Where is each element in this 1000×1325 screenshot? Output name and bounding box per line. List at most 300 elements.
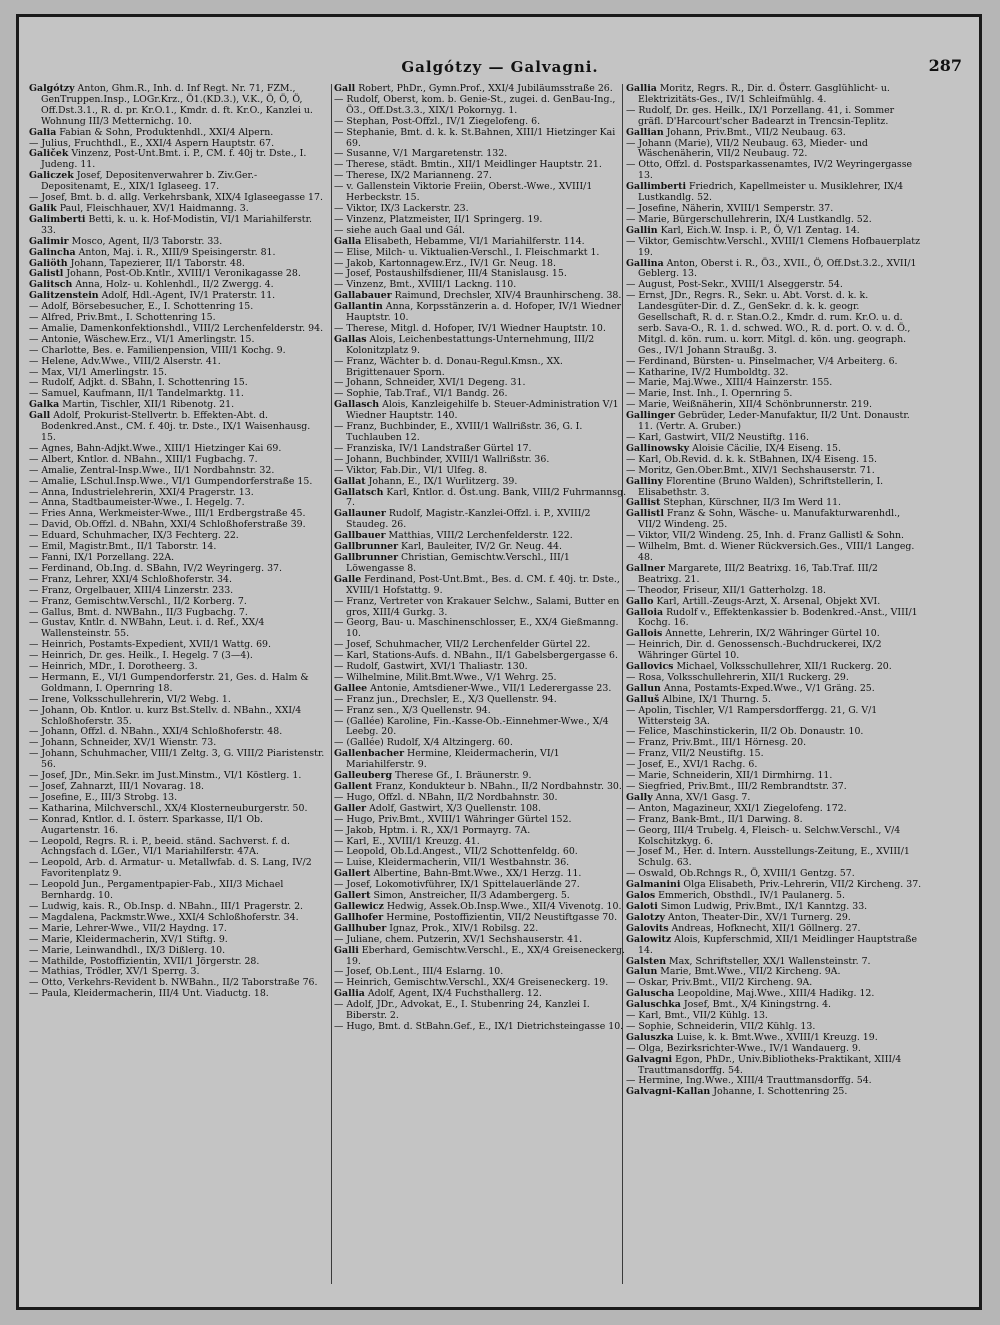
directory-entry xyxy=(626,291,922,356)
entry-surname: Gallist xyxy=(626,497,661,509)
entry-surname: Galluš xyxy=(626,693,660,705)
entry-surname: Gallina xyxy=(626,257,664,269)
entry-text: — Hermine, Ing.Wwe., XIII/4 Trauttmansdorffg. 54. xyxy=(626,1075,872,1087)
entry-text: Rudolf, Magistr.-Kanzlei-Offzl. i. P., XVIII/2 Staudeg. 26. xyxy=(346,508,591,531)
entry-surname: Gallhofer xyxy=(334,911,384,923)
entry-text: Michael, Volksschullehrer, XII/1 Ruckerg. 20. xyxy=(676,661,892,673)
entry-text: — Siegfried, Priv.Bmt., III/2 Rembrandtstr. 37. xyxy=(626,781,847,792)
entry-text: — Anna, Stadtbaumeister-Wwe., I. Hegelg. 7. xyxy=(29,497,245,509)
entry-surname: Gall xyxy=(334,83,356,94)
entry-surname: Gallbrunner xyxy=(334,551,399,563)
entry-text: — Sophie, Tab.Traf., VI/1 Bandg. 26. xyxy=(334,388,508,400)
page-number: 287 xyxy=(928,56,962,75)
entry-text: Simon Ludwig, Priv.Bmt., IX/1 Kanntzg. 33. xyxy=(660,900,868,912)
entry-text: Anna, Postamts-Exped.Wwe., V/1 Gräng. 25. xyxy=(663,682,875,694)
directory-entry xyxy=(626,106,922,128)
entry-text: — Leopold, Arb. d. Armatur- u. Metallwfab. d. S. Lang, IV/2 Favoritenplatz 9. xyxy=(29,857,312,880)
entry-text: — Otto, Verkehrs-Revident b. NWBahn., II/2 Taborstraße 76. xyxy=(29,977,318,989)
entry-text: — Franz, Orgelbauer, XIII/4 Linzerstr. 233. xyxy=(29,584,234,596)
entry-text: — Hugo, Priv.Bmt., XVIII/1 Währinger Gürtel 152. xyxy=(334,813,572,825)
directory-entry xyxy=(626,542,922,564)
entry-text: — Josefine, Näherin, XVIII/1 Semperstr. 37. xyxy=(626,202,834,214)
entry-text: — Fanni, IX/1 Porzellang. 22A. xyxy=(29,551,175,563)
entry-text: — Adolf, JDr., Advokat, E., I. Stubenring 24, Kanzlei I. Biberstr. 2. xyxy=(334,999,590,1022)
entry-surname: Gallin xyxy=(626,224,658,236)
entry-surname: Galun xyxy=(626,966,658,978)
entry-text: — Franz, Vertreter von Krakauer Selchw., Salami, Butter en gros, XIII/4 Gurkg. 3. xyxy=(334,595,620,618)
directory-entry xyxy=(626,1087,922,1098)
entry-text: — Viktor, VII/2 Windeng. 25, Inh. d. Franz Gallistl & Sohn. xyxy=(626,530,904,542)
directory-entry xyxy=(29,706,325,728)
entry-text: — Sophie, Schneiderin, VII/2 Kühlg. 13. xyxy=(626,1020,816,1032)
entry-surname: Gallia xyxy=(626,83,657,94)
entry-text: — Josef, Postaushilfsdiener, III/4 Stanislausg. 15. xyxy=(334,268,567,280)
entry-text: Johann, E., IX/1 Wurlitzerg. 39. xyxy=(368,475,518,487)
entry-surname: Gallbauer xyxy=(334,530,386,542)
entry-text: — Josef, Ob.Lent., III/4 Eslarng. 10. xyxy=(334,966,504,978)
entry-text: Karl, Artill.-Zeugs-Arzt, X. Arsenal, Objekt XVI. xyxy=(656,595,881,607)
entry-text: Luise, k. k. Bmt.Wwe., XVIII/1 Kreuzg. 19. xyxy=(676,1031,878,1043)
entry-text: Johann, Priv.Bmt., VII/2 Neubaug. 63. xyxy=(666,126,846,138)
directory-entry xyxy=(334,335,630,357)
entry-surname: Galgótzy xyxy=(29,83,75,94)
entry-text: — Marie, Lehrer-Wwe., VII/2 Haydng. 17. xyxy=(29,922,227,934)
entry-text: — Georg, Bau- u. Maschinenschlosser, E., XX/4 Gießmanng. 10. xyxy=(334,617,619,640)
directory-entry xyxy=(334,946,630,968)
directory-entry xyxy=(334,357,630,379)
entry-surname: Gallinger xyxy=(626,410,676,422)
directory-entry xyxy=(626,160,922,182)
entry-text: Adolf, Prokurist-Stellvertr. b. Effekten-Abt. d. Bodenkred.Anst., CM. f. 40j. tr. Dste., IX/1 Waisenhausg. 15. xyxy=(41,410,311,443)
entry-text: Karl, Bauleiter, IV/2 Gr. Neug. 44. xyxy=(401,541,563,553)
entry-surname: Galia xyxy=(29,126,57,138)
entry-surname: Gallistl xyxy=(626,508,664,520)
entry-surname: Gally xyxy=(626,791,653,803)
entry-text: Emmerich, Obsthdl., IV/1 Paulanerg. 5. xyxy=(658,890,845,902)
entry-surname: Galitsch xyxy=(29,279,73,291)
entry-surname: Gallimberti xyxy=(626,181,687,193)
entry-surname: Galla xyxy=(334,235,362,247)
directory-entry xyxy=(626,706,922,728)
entry-text: — Josef, Schuhmacher, VII/2 Lerchenfelder Gürtel 22. xyxy=(334,639,591,651)
entry-text: — Ferdinand, Ob.Ing. d. SBahn, IV/2 Weyringerg. 37. xyxy=(29,562,282,574)
directory-entry xyxy=(334,488,630,510)
entry-text: Gebrüder, Leder-Manufaktur, II/2 Unt. Donaustr. 11. (Vertr. A. Gruber.) xyxy=(638,410,910,433)
entry-text: — Wilhelmine, Milit.Bmt.Wwe., V/1 Wehrg. 25. xyxy=(334,671,557,683)
entry-text: — Rosa, Volksschullehrerin, XII/1 Ruckerg. 29. xyxy=(626,671,849,683)
directory-entry xyxy=(626,608,922,630)
entry-text: — Helene, Adv.Wwe., VIII/2 Alserstr. 41. xyxy=(29,355,221,367)
directory-entry xyxy=(29,84,325,128)
entry-surname: Galsten xyxy=(626,955,667,967)
directory-entry xyxy=(334,597,630,619)
entry-text: Josef, Bmt., X/4 Kiningstrng. 4. xyxy=(683,999,832,1011)
entry-text: Betti, k. u. k. Hof-Modistin, VI/1 Mariahilferstr. 33. xyxy=(41,213,312,236)
directory-entry xyxy=(334,509,630,531)
directory-entry xyxy=(334,422,630,444)
entry-text: — Marie, Weißnäherin, XII/4 Schönbrunnerstr. 219. xyxy=(626,399,872,411)
entry-text: — Viktor, IX/3 Lackerstr. 23. xyxy=(334,202,469,214)
entry-text: — Moritz, Gen.Ober.Bmt., XIV/1 Sechshauserstr. 71. xyxy=(626,464,875,476)
entry-text: Leopoldine, Maj.Wwe., XIII/4 Hadikg. 12. xyxy=(677,988,875,1000)
entry-text: — Johann, Buchbinder, XVIII/1 Wallrißstr. 36. xyxy=(334,453,550,465)
entry-text: Franz, Kondukteur b. NBahn., II/2 Nordbahnstr. 30. xyxy=(375,781,622,792)
entry-text: Anton, Maj. i. R., XIII/9 Speisingerstr. 81. xyxy=(78,246,276,258)
entry-text: Rudolf v., Effektenkassier b. Bodenkred.-Anst., VIII/1 Kochg. 16. xyxy=(638,606,918,629)
entry-text: — Max, VI/1 Amerlingstr. 15. xyxy=(29,366,167,378)
directory-column-1 xyxy=(29,84,325,1000)
entry-text: — Karl, Stations-Aufs. d. NBahn., II/1 Gabelsbergergasse 6. xyxy=(334,650,618,662)
entry-text: — Eduard, Schuhmacher, IX/3 Fechterg. 22. xyxy=(29,530,239,542)
entry-text: — Oswald, Ob.Rchngs R., Ö, XVIII/1 Gentzg. 57. xyxy=(626,868,855,880)
entry-text: — Apolin, Tischler, V/1 Rampersdorffergg. 21, G. V/1 Wittersteig 3A. xyxy=(626,704,878,727)
entry-surname: Gallantin xyxy=(334,301,383,313)
entry-text: — Gustav, Kntlr. d. NWBahn, Leut. i. d. Ref., XX/4 Wallensteinstr. 55. xyxy=(29,617,265,640)
entry-surname: Gallee xyxy=(334,682,368,694)
entry-text: Hedwig, Assek.Ob.Insp.Wwe., XII/4 Vivenotg. 10. xyxy=(386,900,622,912)
entry-text: — (Gallée) Karoline, Fin.-Kasse-Ob.-Einnehmer-Wwe., X/4 Leebg. 20. xyxy=(334,715,609,738)
entry-text: Anton, Ghm.R., Inh. d. Inf Regt. Nr. 71, FZM., GenTruppen.Insp., LOGr.Krz., Ö1.(KD.3.), V.K., Ö, Ö, Ö, Off.Dst.3.1., R. d. pr. Kr.O.1., Kmdr. d. ft. Kr.O., Kanzlei u. Wohnung III/3 Metternichg. 10. xyxy=(41,83,313,127)
entry-text: — Heinrich, Dir. d. Genossensch.-Buchdruckerei, IX/2 Währinger Gürtel 10. xyxy=(626,639,882,662)
column-divider xyxy=(331,84,332,1284)
entry-text: — v. Gallenstein Viktorie Freiin, Oberst.-Wwe., XVIII/1 Herbeckstr. 15. xyxy=(334,181,593,204)
entry-surname: Gallert xyxy=(334,868,371,880)
entry-surname: Gallasch xyxy=(334,399,380,411)
entry-text: — Josefine, E., III/3 Strobg. 13. xyxy=(29,791,178,803)
entry-text: — Katharina, Milchverschl., XX/4 Klosterneuburgerstr. 50. xyxy=(29,802,308,814)
entry-text: Anna, XV/1 Gasg. 7. xyxy=(655,791,751,803)
entry-surname: Gallian xyxy=(626,126,664,138)
directory-entry xyxy=(334,128,630,150)
entry-text: — Therese, Mitgl. d. Hofoper, IV/1 Wiedner Hauptstr. 10. xyxy=(334,322,606,334)
entry-text: — Franz sen., X/3 Quellenstr. 94. xyxy=(334,704,491,716)
entry-text: — Rudolf, Oberst, kom. b. Genie-St., zugei. d. GenBau-Ing., Ö3., Off.Dst.3.3., XIX/1 Pokornyg. 1. xyxy=(334,93,616,116)
entry-text: — Susanne, V/1 Margaretenstr. 132. xyxy=(334,148,508,160)
entry-surname: Galotzy xyxy=(626,911,665,923)
entry-text: — Leopold Jun., Pergamentpapier-Fab., XII/3 Michael Bernhardg. 10. xyxy=(29,879,284,902)
entry-text: — Josef M., Her. d. Intern. Ausstellungs-Zeitung, E., XVIII/1 Schulg. 63. xyxy=(626,846,910,869)
entry-text: — Franz, VII/2 Neustiftg. 15. xyxy=(626,748,764,760)
entry-text: Anton, Theater-Dir., XV/1 Turnerg. 29. xyxy=(667,911,851,923)
directory-entry xyxy=(29,858,325,880)
entry-text: Alois, Kupferschmid, XII/1 Meidlinger Hauptstraße 14. xyxy=(638,933,918,956)
directory-entry xyxy=(334,749,630,771)
entry-surname: Gallovics xyxy=(626,661,674,673)
entry-surname: Gallois xyxy=(626,628,663,640)
entry-surname: Galiczek xyxy=(29,170,74,182)
entry-text: — Katharine, IV/2 Humboldtg. 32. xyxy=(626,366,789,378)
entry-surname: Galloia xyxy=(626,606,664,618)
entry-surname: Gallner xyxy=(626,562,665,574)
entry-text: — Otto, Offzl. d. Postsparkassenamtes, IV/2 Weyringergasse 13. xyxy=(626,159,913,182)
directory-entry xyxy=(626,182,922,204)
entry-text: Annette, Lehrerin, IX/2 Währinger Gürtel 10. xyxy=(665,628,880,640)
entry-text: Anna, Korpsstänzerin a. d. Hofoper, IV/1 Wiedner Hauptstr. 10. xyxy=(346,301,622,324)
entry-surname: Gallabauer xyxy=(334,290,392,302)
entry-text: Ignaz, Prok., XIV/1 Robilsg. 22. xyxy=(389,922,539,934)
entry-text: — Vinzenz, Bmt., XVIII/1 Lackng. 110. xyxy=(334,279,517,291)
entry-text: Max, Schriftsteller, XX/1 Wallensteinstr. 7. xyxy=(669,955,871,967)
directory-entry xyxy=(334,618,630,640)
entry-text: — Alfred, Priv.Bmt., I. Schottenring 15. xyxy=(29,312,216,324)
directory-entry xyxy=(626,259,922,281)
entry-text: Anna, Holz- u. Kohlenhdl., II/2 Zwergg. 4. xyxy=(75,279,274,291)
running-header: Galgótzy — Galvagni. xyxy=(401,58,599,76)
entry-text: Alois, Leichenbestattungs-Unternehmung, III/2 Kolonitzplatz 9. xyxy=(346,333,595,356)
entry-text: Adolf, Gastwirt, X/3 Quellenstr. 108. xyxy=(369,802,541,814)
entry-text: — Georg, III/4 Trubelg. 4, Fleisch- u. Selchw.Verschl., V/4 Kolschitzkyg. 6. xyxy=(626,824,901,847)
directory-entry xyxy=(29,837,325,859)
entry-text: — Jakob, Hptm. i. R., XX/1 Pormayrg. 7A. xyxy=(334,824,531,836)
directory-entry xyxy=(626,564,922,586)
entry-text: — David, Ob.Offzl. d. NBahn, XXI/4 Schloßhoferstraße 39. xyxy=(29,519,306,531)
entry-surname: Galmanini xyxy=(626,879,681,891)
entry-text: — Josef, Lokomotivführer, IX/1 Spittelauerlände 27. xyxy=(334,879,580,891)
entry-surname: Galoti xyxy=(626,900,658,912)
entry-text: — Josef, Bmt. b. d. allg. Verkehrsbank, XIX/4 Iglaseegasse 17. xyxy=(29,192,323,204)
entry-text: — Hugo, Offzl. d. NBahn, II/2 Nordbahnstr. 30. xyxy=(334,791,558,803)
entry-surname: Gallent xyxy=(334,781,373,792)
entry-text: — siehe auch Gaal und Gál. xyxy=(334,224,465,236)
entry-text: — Elise, Milch- u. Viktualien-Verschl., I. Fleischmarkt 1. xyxy=(334,246,600,258)
entry-text: Adolf, Agent, IX/4 Fuchsthallerg. 12. xyxy=(367,988,542,1000)
entry-text: Moritz, Regrs. R., Dir. d. Österr. Gasglühlicht- u. Elektrizitäts-Ges., IV/1 Schleifmühlg. 4. xyxy=(638,83,890,105)
directory-entry xyxy=(334,95,630,117)
entry-surname: Galimberti xyxy=(29,213,86,225)
entry-surname: Gallhuber xyxy=(334,922,387,934)
entry-text: Margarete, III/2 Beatrixg. 16, Tab.Traf. III/2 Beatrixg. 21. xyxy=(638,562,878,585)
entry-surname: Galler xyxy=(334,802,367,814)
entry-surname: Galuschka xyxy=(626,999,681,1011)
entry-text: — Johann (Marie), VII/2 Neubaug. 63, Mieder- und Wäschenäherin, VII/2 Neubaug. 72. xyxy=(626,137,868,160)
directory-entry xyxy=(29,815,325,837)
directory-entry xyxy=(334,575,630,597)
entry-text: Simon, Anstreicher, II/3 Adambergerg. 5. xyxy=(373,890,570,902)
entry-text: — Mathias, Trödler, XV/1 Sperrg. 3. xyxy=(29,966,200,978)
entry-text: Elisabeth, Hebamme, VI/1 Mariahilferstr. 114. xyxy=(364,235,585,247)
directory-entry xyxy=(626,411,922,433)
directory-entry xyxy=(334,717,630,739)
entry-text: Johanne, I. Schottenring 25. xyxy=(713,1086,848,1098)
entry-surname: Galik xyxy=(29,202,57,214)
entry-text: — Rudolf, Dr. ges. Heilk., IX/1 Porzellang. 41, i. Sommer gräfl. D'Harcourt'scher Badearzt in Trencsin-Teplitz. xyxy=(626,104,895,127)
entry-text: Egon, PhDr., Univ.Bibliotheks-Praktikant, XIII/4 Trauttmansdorffg. 54. xyxy=(638,1053,902,1076)
entry-text: — Marie, Schneiderin, XII/1 Dirmhirng. 11. xyxy=(626,770,833,782)
entry-text: — Franz, Gemischtw.Verschl., II/2 Korberg. 7. xyxy=(29,595,247,607)
entry-text: Vinzenz, Post-Unt.Bmt. i. P., CM. f. 40j tr. Dste., I. Judeng. 11. xyxy=(41,148,307,171)
entry-text: Eberhard, Gemischtw.Verschl., E., XX/4 Greiseneckerg. 19. xyxy=(346,944,625,967)
entry-text: Marie, Bmt.Wwe., VII/2 Kircheng. 9A. xyxy=(660,966,841,978)
directory-entry xyxy=(626,847,922,869)
entry-text: — Franziska, IV/1 Landstraßer Gürtel 17. xyxy=(334,442,532,454)
entry-text: Stephan, Kürschner, II/3 Im Werd 11. xyxy=(663,497,842,509)
entry-surname: Gallat xyxy=(334,475,366,487)
entry-text: Therese Gf., I. Bräunerstr. 9. xyxy=(394,770,532,782)
entry-surname: Galowitz xyxy=(626,933,672,945)
entry-surname: Gallert xyxy=(334,890,371,902)
directory-entry xyxy=(626,1055,922,1077)
entry-text: — Julius, Fruchthdl., E., XXI/4 Aspern Hauptstr. 67. xyxy=(29,137,275,149)
directory-entry xyxy=(334,1022,630,1033)
entry-text: — Johann, Ob. Kntlor. u. kurz Bst.Stellv. d. NBahn., XXI/4 Schloßhoferstr. 35. xyxy=(29,704,302,727)
entry-surname: Gallewicz xyxy=(334,900,384,912)
entry-text: — Olga, Bezirksrichter-Wwe., IV/1 Wandauerg. 9. xyxy=(626,1042,861,1054)
entry-surname: Galimir xyxy=(29,235,69,247)
entry-text: — Johann, Schuhmacher, VIII/1 Zeltg. 3, G. VIII/2 Piaristenstr. 56. xyxy=(29,748,325,771)
entry-text: — Juliane, chem. Putzerin, XV/1 Sechshauserstr. 41. xyxy=(334,933,583,945)
entry-text: — Mathilde, Postoffizientin, XVII/1 Jörgerstr. 28. xyxy=(29,955,260,967)
entry-text: Raimund, Drechsler, XIV/4 Braunhirscheng. 38. xyxy=(394,290,622,302)
entry-surname: Gallinowsky xyxy=(626,442,690,454)
entry-text: — Amalie, LSchul.Insp.Wwe., VI/1 Gumpendorferstraße 15. xyxy=(29,475,313,487)
entry-text: — Rudolf, Gastwirt, XVI/1 Thaliastr. 130. xyxy=(334,661,528,673)
entry-text: Josef, Depositenverwahrer b. Ziv.Ger.-Depositenamt, E., XIX/1 Iglaseeg. 17. xyxy=(41,170,258,193)
entry-text: — Amalie, Damenkonfektionshdl., VIII/2 Lerchenfelderstr. 94. xyxy=(29,322,324,334)
entry-surname: Galvagni-Kallan xyxy=(626,1086,711,1098)
entry-text: — Irene, Volksschullehrerin, VI/2 Webg. 1. xyxy=(29,693,231,705)
entry-text: — Josef, JDr., Min.Sekr. im Just.Minstm., VI/1 Köstlerg. 1. xyxy=(29,770,302,782)
directory-entry xyxy=(626,237,922,259)
entry-text: Karl, Eich.W. Insp. i. P., Ö, V/1 Zentag. 14. xyxy=(660,224,860,236)
directory-entry xyxy=(29,880,325,902)
entry-text: — Franz, Priv.Bmt., III/1 Hörnesg. 20. xyxy=(626,737,807,749)
directory-entry xyxy=(29,673,325,695)
directory-entry xyxy=(334,1000,630,1022)
entry-text: — Anton, Magazineur, XXI/1 Ziegelofeng. 172. xyxy=(626,802,847,814)
entry-text: Albine, IX/1 Thurng. 5. xyxy=(662,693,771,705)
directory-entry xyxy=(29,149,325,171)
entry-surname: Galitzenstein xyxy=(29,290,99,302)
entry-surname: Galos xyxy=(626,890,656,902)
entry-text: Friedrich, Kapellmeister u. Musiklehrer, IX/4 Lustkandlg. 52. xyxy=(638,181,904,204)
entry-text: — Jakob, Kartonnagew.Erz., IV/1 Gr. Neug. 18. xyxy=(334,257,556,269)
entry-text: — August, Post-Sekr., XVIII/1 Alseggerstr. 54. xyxy=(626,279,843,291)
directory-entry xyxy=(29,171,325,193)
entry-text: — Heinrich, Postamts-Expedient, XVII/1 Wattg. 69. xyxy=(29,639,271,651)
entry-text: — Marie, Maj.Wwe., XIII/4 Hainzerstr. 155. xyxy=(626,377,833,389)
entry-text: — Leopold, Ob.Ld.Angest., VII/2 Schottenfeldg. 60. xyxy=(334,846,578,858)
directory-entry xyxy=(626,826,922,848)
directory-entry xyxy=(626,84,922,106)
entry-text: — Franz, Wächter b. d. Donau-Regul.Kmsn., XX. Brigittenauer Sporn. xyxy=(334,355,563,378)
entry-surname: Galovits xyxy=(626,922,669,934)
entry-text: — Samuel, Kaufmann, II/1 Tandelmarktg. 11. xyxy=(29,388,244,400)
directory-column-3 xyxy=(626,84,922,1098)
entry-surname: Gallia xyxy=(334,988,365,1000)
entry-text: — Emil, Magistr.Bmt., II/1 Taborstr. 14. xyxy=(29,541,217,553)
entry-surname: Gallauner xyxy=(334,508,386,520)
entry-text: Florentine (Bruno Walden), Schriftstellerin, I. Elisabethstr. 3. xyxy=(638,475,884,498)
entry-text: — Josef, Zahnarzt, III/1 Novarag. 18. xyxy=(29,781,205,792)
entry-text: Aloisie Cäcilie, IX/4 Eiseng. 15. xyxy=(692,442,841,454)
entry-text: — Therese, IX/2 Marianneng. 27. xyxy=(334,170,492,182)
entry-text: — Franz, Lehrer, XXI/4 Schloßhoferstr. 34. xyxy=(29,573,232,585)
entry-text: Johann, Post-Ob.Kntlr., XVIII/1 Veronikagasse 28. xyxy=(66,268,301,280)
entry-text: — Luise, Kleidermacherin, VII/1 Westbahnstr. 36. xyxy=(334,857,570,869)
entry-text: — Therese, städt. Bmtin., XII/1 Meidlinger Hauptstr. 21. xyxy=(334,159,602,171)
directory-entry xyxy=(626,477,922,499)
entry-surname: Galliny xyxy=(626,475,664,487)
entry-text: — Adolf, Börsebesucher, E., I. Schottenring 15. xyxy=(29,301,254,313)
entry-text: Franz & Sohn, Wäsche- u. Manufakturwarenhdl., VII/2 Windeng. 25. xyxy=(638,508,901,531)
entry-text: — Johann, Schneider, XV/1 Wienstr. 73. xyxy=(29,737,217,749)
directory-entry xyxy=(626,935,922,957)
entry-text: — Josef, E., XVI/1 Rachg. 6. xyxy=(626,759,758,771)
entry-text: — Ludwig, kais. R., Ob.Insp. d. NBahn., III/1 Pragerstr. 2. xyxy=(29,900,304,912)
entry-text: — Amalie, Zentral-Insp.Wwe., II/1 Nordbahnstr. 32. xyxy=(29,464,275,476)
entry-text: — Wilhelm, Bmt. d. Wiener Rückversich.Ges., VIII/1 Langeg. 48. xyxy=(626,541,915,563)
entry-surname: Galiöth xyxy=(29,257,68,269)
entry-surname: Galistl xyxy=(29,268,64,280)
directory-entry xyxy=(334,400,630,422)
entry-surname: Galuscha xyxy=(626,988,675,1000)
entry-surname: Galuszka xyxy=(626,1031,674,1043)
entry-text: — Heinrich, Dr. ges. Heilk., I. Hegelg. 7 (3—4). xyxy=(29,650,253,662)
entry-text: Mosco, Agent, II/3 Taborstr. 33. xyxy=(71,235,223,247)
entry-text: — Karl, E., XVIII/1 Kreuzg. 41. xyxy=(334,835,480,847)
entry-text: Hermine, Kleidermacherin, VI/1 Mariahilferstr. 9. xyxy=(346,748,560,771)
entry-text: — Fries Anna, Werkmeister-Wwe., III/1 Erdbergstraße 45. xyxy=(29,508,306,520)
entry-surname: Galka xyxy=(29,399,60,411)
directory-entry xyxy=(626,139,922,161)
entry-text: — Hermann, E., VI/1 Gumpendorferstr. 21, Ges. d. Halm & Goldmann, I. Opernring 18. xyxy=(29,671,309,694)
entry-text: — Stephanie, Bmt. d. k. k. St.Bahnen, XIII/1 Hietzinger Kai 69. xyxy=(334,126,616,149)
entry-text: Olga Elisabeth, Priv.-Lehrerin, VII/2 Kircheng. 37. xyxy=(683,879,922,891)
entry-text: — Paula, Kleidermacherin, III/4 Unt. Viaductg. 18. xyxy=(29,988,269,1000)
directory-entry xyxy=(334,182,630,204)
entry-text: — Konrad, Kntlor. d. I. österr. Sparkasse, II/1 Ob. Augartenstr. 16. xyxy=(29,813,264,836)
entry-text: Hermine, Postoffizientin, VII/2 Neustiftgasse 70. xyxy=(386,911,618,923)
entry-text: Anton, Oberst i. R., Ö3., XVII., Ö, Off.Dst.3.2., XVII/1 Geblerg. 13. xyxy=(638,257,917,280)
entry-text: Johann, Tapezierer, II/1 Taborstr. 48. xyxy=(70,257,245,269)
entry-text: — Theodor, Friseur, XII/1 Gatterholzg. 18. xyxy=(626,584,827,596)
entry-text: Andreas, Hofknecht, XII/1 Göllnerg. 27. xyxy=(671,922,861,934)
directory-entry xyxy=(626,509,922,531)
entry-text: — Albert, Kntlor. d. NBahn., XIII/1 Fugbachg. 7. xyxy=(29,453,258,465)
entry-surname: Gallun xyxy=(626,682,661,694)
entry-text: — Karl, Bmt., VII/2 Kühlg. 13. xyxy=(626,1010,768,1022)
entry-text: Martin, Tischler, XII/1 Ribenotg. 21. xyxy=(62,399,235,411)
entry-text: Ferdinand, Post-Unt.Bmt., Bes. d. CM. f. 40j. tr. Dste., XVIII/1 Hofstattg. 9. xyxy=(346,573,620,596)
directory-entry xyxy=(29,215,325,237)
entry-text: — Gallus, Bmt. d. NWBahn., II/3 Fugbachg. 7. xyxy=(29,606,248,618)
entry-text: — Marie, Inst. Inh., I. Opernring 5. xyxy=(626,388,793,400)
entry-surname: Galli xyxy=(334,944,359,956)
directory-entry xyxy=(29,749,325,771)
entry-text: — Rudolf, Adjkt. d. SBahn, I. Schottenring 15. xyxy=(29,377,248,389)
entry-text: — Franz, Bank-Bmt., II/1 Darwing. 8. xyxy=(626,813,803,825)
entry-surname: Gall xyxy=(29,410,51,422)
entry-text: — Karl, Gastwirt, VII/2 Neustiftg. 116. xyxy=(626,432,809,443)
entry-text: — Heinrich, MDr., I. Dorotheerg. 3. xyxy=(29,661,198,673)
entry-text: — Magdalena, Packmstr.Wwe., XXI/4 Schloßhoferstr. 34. xyxy=(29,911,299,923)
entry-text: — Heinrich, Gemischtw.Verschl., XX/4 Greiseneckerg. 19. xyxy=(334,977,609,989)
entry-text: Matthias, VIII/2 Lerchenfelderstr. 122. xyxy=(388,530,573,542)
directory-entry xyxy=(334,302,630,324)
entry-surname: Galincha xyxy=(29,246,76,258)
directory-entry xyxy=(334,553,630,575)
directory-entry xyxy=(29,989,325,1000)
entry-surname: Gallbrunner xyxy=(334,541,399,553)
directory-entry xyxy=(626,640,922,662)
entry-text: — Ferdinand, Bürsten- u. Pinselmacher, V/4 Arbeiterg. 6. xyxy=(626,355,898,367)
entry-surname: Gallas xyxy=(334,333,367,345)
entry-text: Adolf, Hdl.-Agent, IV/1 Praterstr. 11. xyxy=(101,290,276,302)
entry-surname: Galiček xyxy=(29,148,69,160)
entry-text: — Charlotte, Bes. e. Familienpension, VIII/1 Kochg. 9. xyxy=(29,344,286,356)
entry-text: — (Gallée) Rudolf, X/4 Altzingerg. 60. xyxy=(334,737,513,749)
entry-text: Albertine, Bahn-Bmt.Wwe., XX/1 Herzg. 11. xyxy=(373,868,582,880)
